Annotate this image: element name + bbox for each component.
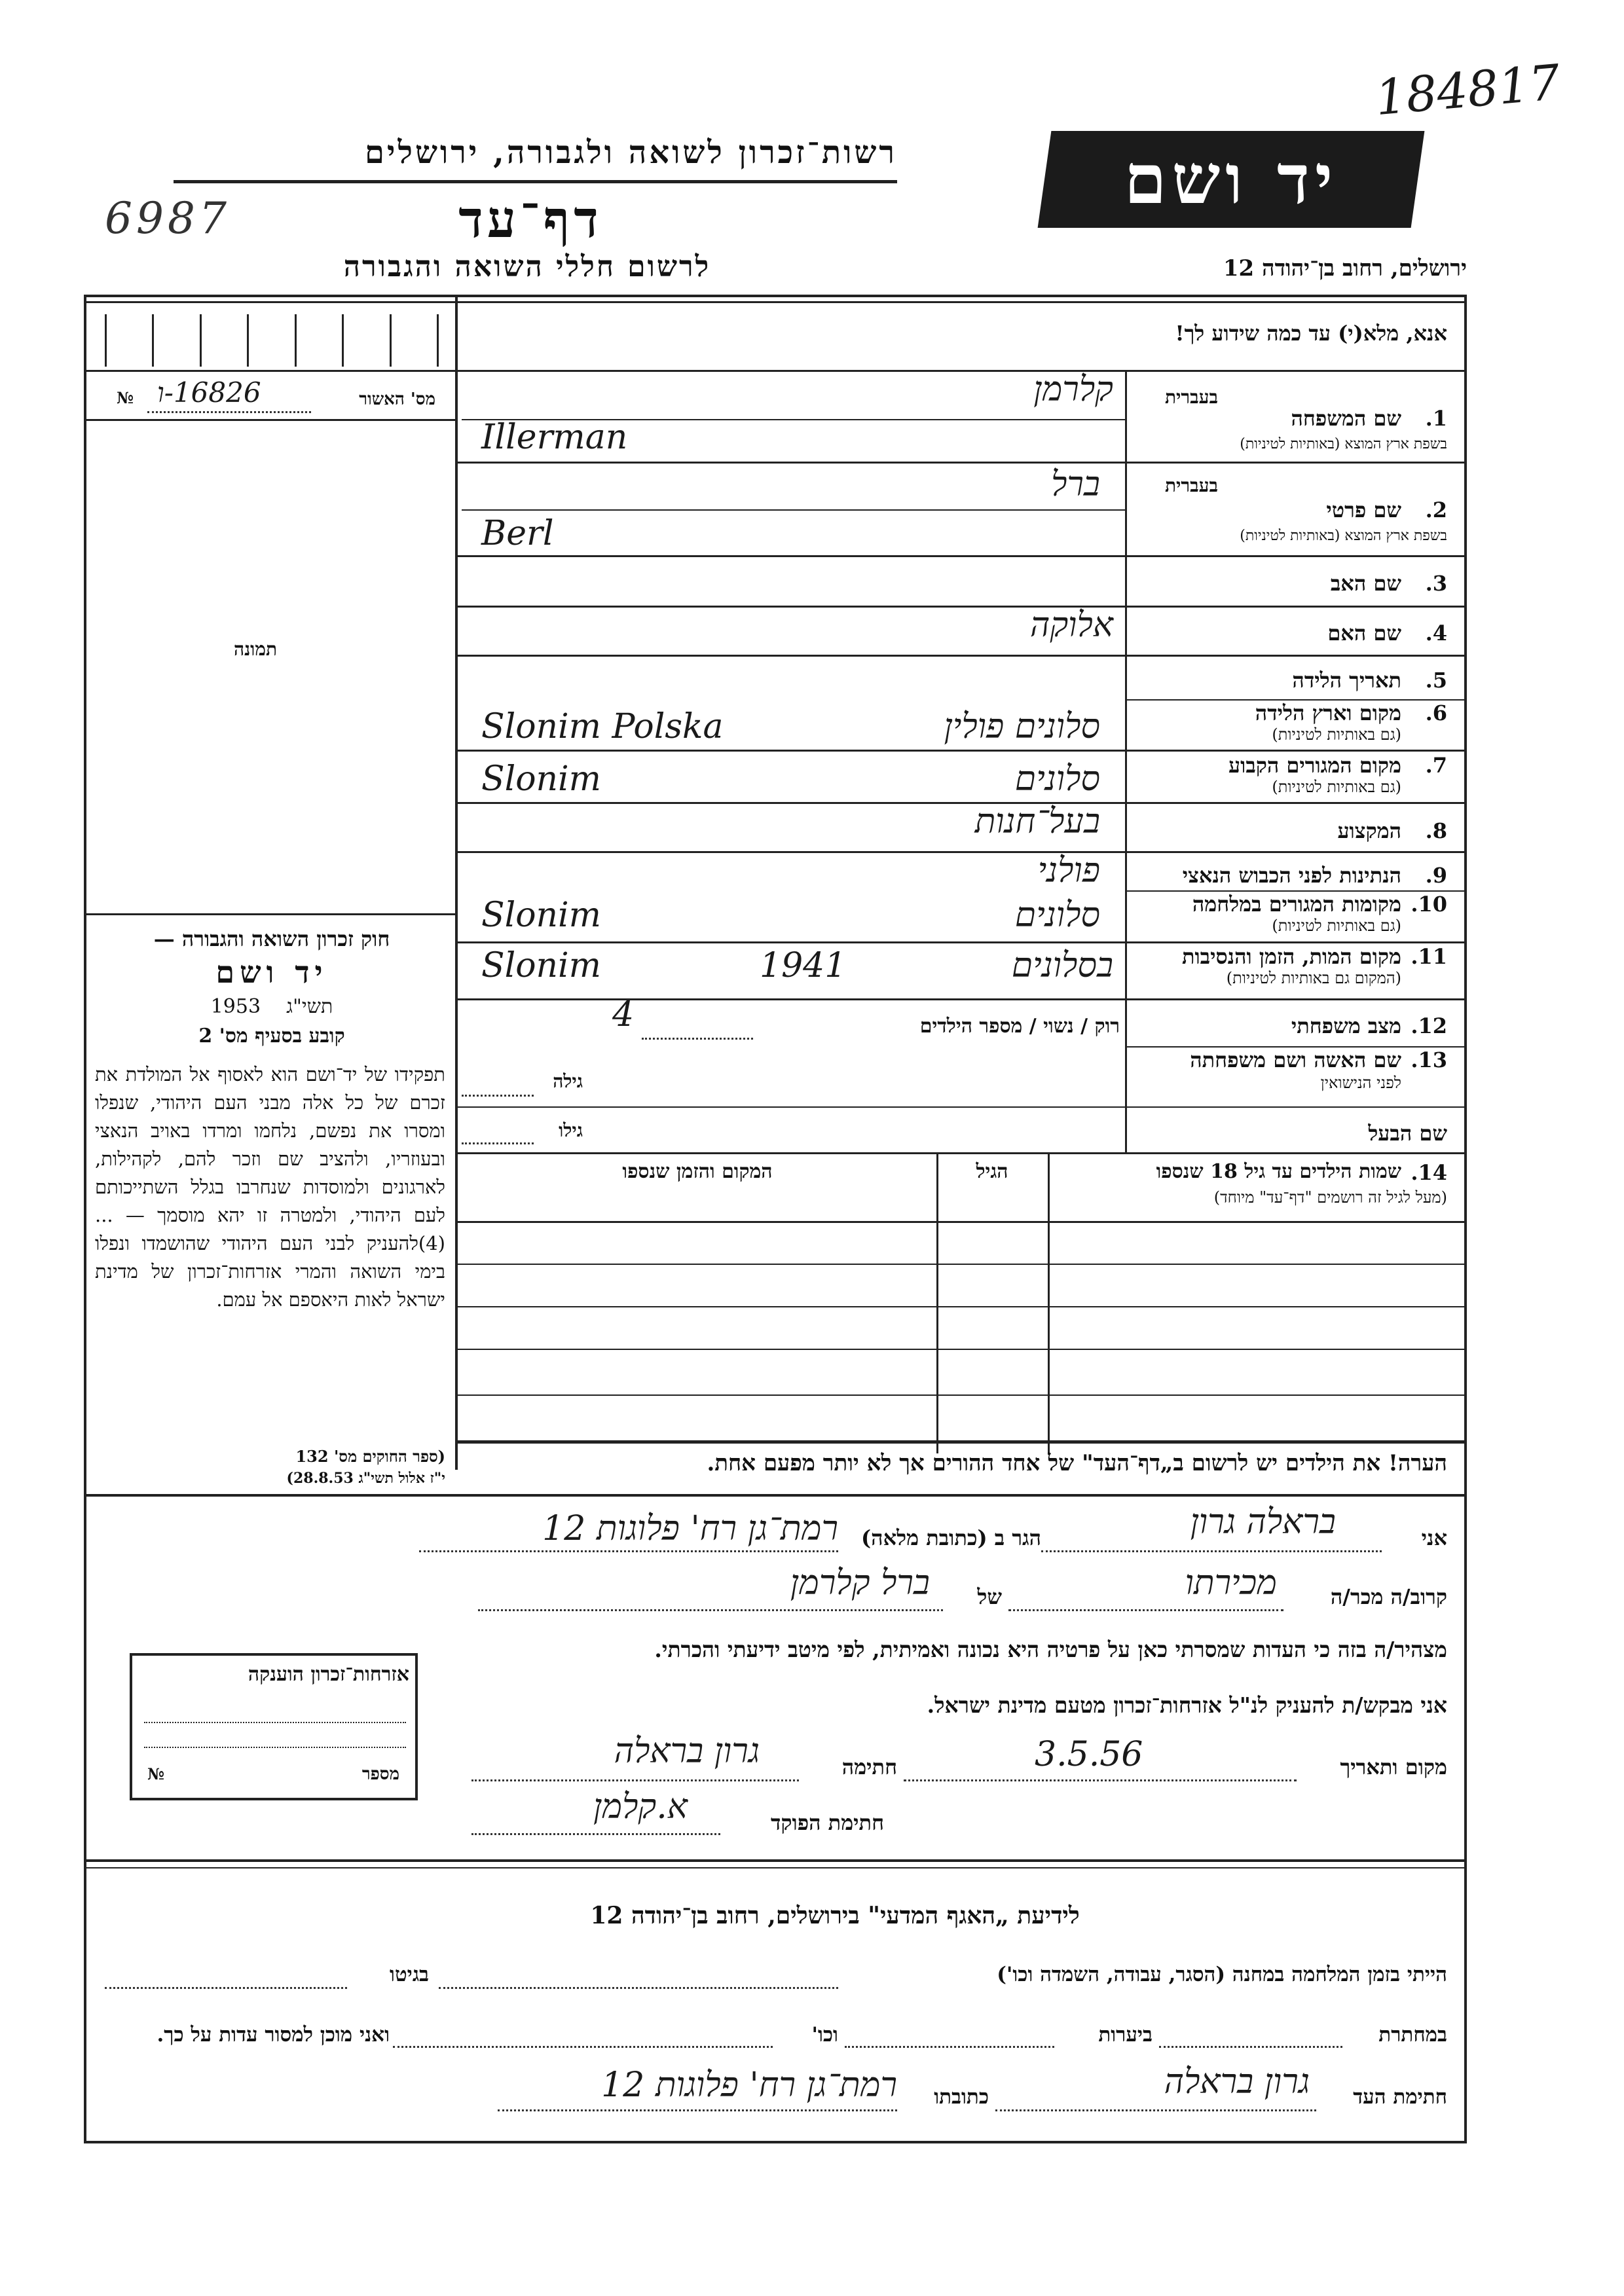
decl-of-name: ברל קלרמן bbox=[790, 1563, 930, 1603]
f2-origin-note: בשפת ארץ המוצא (באותיות לטיניות) bbox=[1240, 528, 1447, 544]
f4-value: אלוקה bbox=[1029, 606, 1113, 645]
f3-label: שם האב bbox=[1330, 571, 1401, 596]
law-body: תפקידו של יד־ושם הוא לאסוף אל המולדת את זכרם של כל אלה מבני העם היהודי, שנפלו ומסרו את נפשם, נלחמו ומרדו באויב הנאצי ובעוזריו, ולהציב שם וזכר להם, לקהילות, לארגונים ולמוסדות שנחרבו בגלל השתייכותם לעם היהודי, ולמטרה זו יהא מוסמך — ...(4)להעניק לבני העם היהודי שהושמדו ונפלו בימי השואה והמרי אזרחות־זכרון של מדינת ישראל לאות היאספם אל עמם. bbox=[95, 1063, 445, 1311]
approval-dots bbox=[147, 411, 311, 413]
decl-signature-label: חתימה bbox=[841, 1755, 897, 1779]
f11-label: מקום המות, הזמן והנסיבות bbox=[1181, 944, 1401, 969]
citizenship-number-label: מספר bbox=[361, 1764, 399, 1784]
authority-name: רשות־זכרון לשואה ולגבורה, ירושלים bbox=[364, 134, 897, 171]
table-row-1 bbox=[455, 1264, 1467, 1265]
bottom-witness-sig: גרון בראלה bbox=[1164, 2062, 1310, 2102]
f11-note: (המקום גם באותיות לטיניות) bbox=[1226, 969, 1401, 987]
f4-divider bbox=[455, 655, 1467, 657]
hebrew-tag-2: בעברית bbox=[1164, 475, 1218, 496]
f8-label: המקצוע bbox=[1337, 818, 1401, 843]
bottom-witness-sig-label: חתימת העד bbox=[1353, 2085, 1447, 2109]
decl-request: אני מבקש/ת להעניק לנ"ל אזרחות־זכרון מטעם מדינת ישראל. bbox=[927, 1692, 1447, 1718]
f4-label: שם האם bbox=[1327, 621, 1401, 646]
bottom-forests-dots bbox=[845, 2046, 1054, 2048]
f10-note: (גם באותיות לטיניות) bbox=[1272, 917, 1401, 935]
bottom-ghetto-dots bbox=[105, 1987, 347, 1989]
bottom-forests: ביערות bbox=[1098, 2023, 1153, 2047]
f2-latin-value: Berl bbox=[481, 514, 554, 553]
approval-label: מס' האשור bbox=[359, 390, 435, 409]
decl-officer-dots bbox=[471, 1833, 720, 1835]
decl-officer-signature: א.קלמן bbox=[593, 1787, 688, 1827]
f10-divider bbox=[455, 941, 1467, 943]
bottom-title: לידיעת „האגף המדעי" בירושלים, רחוב בן־יהודה 12 bbox=[590, 1902, 1080, 1929]
f12-options: רוק / נשוי / מספר הילדים bbox=[919, 1015, 1120, 1038]
bottom-address-label: כתובתו bbox=[934, 2085, 989, 2109]
left-column-border bbox=[455, 295, 458, 1470]
f1-hebrew-value: קלרמן bbox=[1033, 370, 1113, 409]
table-age-col-left bbox=[936, 1152, 938, 1453]
f12-label: מצב משפחתי bbox=[1291, 1013, 1401, 1038]
f5-label: תאריך הלידה bbox=[1292, 668, 1401, 693]
f2-divider bbox=[455, 555, 1467, 557]
f14-note: (מעל לגיל זה רושמים "דף־עד" מיוחד) bbox=[1213, 1188, 1447, 1207]
bottom-witness-sig-dots bbox=[995, 2109, 1316, 2111]
f1-label: שם המשפחה bbox=[1291, 406, 1401, 431]
citizenship-title: אזרחות־זכרון הוענקה bbox=[248, 1663, 409, 1686]
request-line: אנא, מלא(י) עד כמה שידוע לך! bbox=[1175, 321, 1447, 346]
decl-date-dots bbox=[904, 1779, 1297, 1781]
law-section: קובע בסעיף מס' 2 bbox=[198, 1025, 345, 1048]
husband-label: שם הבעל bbox=[1368, 1121, 1447, 1146]
frame-double-top bbox=[84, 301, 1467, 303]
f11-hebrew-value: בסלונים bbox=[1011, 946, 1113, 985]
f13-note: לפני הנישואין bbox=[1320, 1074, 1401, 1092]
decl-address-dots bbox=[419, 1550, 838, 1552]
f2-label: שם פרטי bbox=[1326, 498, 1401, 522]
f9-value: פולני bbox=[1037, 851, 1100, 890]
table-bottom bbox=[455, 1440, 1467, 1444]
approval-value: 16826-ו bbox=[157, 376, 261, 409]
note-divider bbox=[84, 1494, 1467, 1497]
citizenship-line-1 bbox=[144, 1722, 406, 1723]
decl-resides-label: הגר ב (כתובת מלאה) bbox=[861, 1525, 1041, 1550]
f1-divider bbox=[455, 462, 1467, 464]
note-text: הערה! את הילדים יש לרשום ב„דף־העד" של אחד ההורים אך לא יותר מפעם אחת. bbox=[707, 1450, 1447, 1476]
f3-num: 3. bbox=[1425, 571, 1447, 596]
table-age-col-right bbox=[1048, 1152, 1050, 1453]
archive-number: 184817 bbox=[1373, 54, 1562, 127]
husband-age-label: גילו bbox=[559, 1120, 583, 1141]
coding-boxes-bottom bbox=[84, 370, 455, 372]
law-year: 1953 bbox=[210, 995, 261, 1018]
logo-text: יד ושם bbox=[1124, 139, 1338, 219]
f7-note: (גם באותיות לטיניות) bbox=[1272, 778, 1401, 796]
f1-num: 1. bbox=[1425, 406, 1447, 431]
law-name: יד ושם bbox=[215, 955, 328, 990]
table-row-2 bbox=[455, 1306, 1467, 1307]
decl-i-label: אני bbox=[1421, 1525, 1447, 1550]
f7-latin-value: Slonim bbox=[481, 759, 601, 799]
decl-i-dots bbox=[1041, 1550, 1382, 1552]
law-box-top bbox=[84, 913, 455, 915]
f7-num: 7. bbox=[1425, 753, 1447, 778]
table-header-divider bbox=[455, 1221, 1467, 1223]
decl-of-dots bbox=[478, 1609, 943, 1611]
bottom-ready: ואני מוכן למסור עדות על כך. bbox=[157, 2023, 390, 2047]
decl-statement: מצהיר/ה בזה כי העדות שמסרתי כאן על פרטיה היא נכונה ואמיתית, לפי מיטב ידיעתי והכרתי. bbox=[654, 1637, 1447, 1662]
bottom-line1-dots bbox=[439, 1987, 838, 1989]
bottom-etc-dots bbox=[393, 2046, 773, 2048]
table-row-4 bbox=[455, 1394, 1467, 1396]
decl-of-label: של bbox=[977, 1584, 1002, 1609]
f13-age-label: גילה bbox=[553, 1070, 583, 1092]
f7-hebrew-value: סלונים bbox=[1014, 759, 1100, 799]
f14-label: שמות הילדים עד גיל 18 שנספו bbox=[1156, 1160, 1401, 1183]
bottom-section-divider-2 bbox=[84, 1867, 1467, 1868]
f6-divider bbox=[455, 750, 1467, 752]
f13-divider bbox=[455, 1106, 1467, 1108]
decl-address: רמת־גן רח' פלוגות 12 bbox=[542, 1509, 838, 1548]
f6-note: (גם באותיות לטיניות) bbox=[1272, 725, 1401, 744]
citizenship-line-2 bbox=[144, 1747, 406, 1748]
coding-boxes bbox=[105, 314, 439, 367]
f14-place-col: המקום והזמן שנספו bbox=[622, 1160, 773, 1183]
decl-relation-label: קרוב/ה מכר/ה bbox=[1330, 1584, 1447, 1609]
f12-num: 12. bbox=[1411, 1013, 1447, 1038]
f1-latin-value: Illerman bbox=[481, 418, 628, 457]
f13-num: 13. bbox=[1411, 1048, 1447, 1072]
decl-place-date-label: מקום ותאריך bbox=[1340, 1755, 1447, 1779]
f10-latin-value: Slonim bbox=[481, 896, 601, 935]
f14-age-col: הגיל bbox=[976, 1160, 1008, 1183]
husband-age-dots bbox=[462, 1142, 534, 1144]
f14-num: 14. bbox=[1411, 1160, 1447, 1185]
form-subtitle: לרשום חללי השואה והגבורה bbox=[343, 250, 711, 283]
yad-vashem-logo bbox=[1038, 131, 1425, 228]
approval-no-mark: № bbox=[117, 388, 134, 407]
bottom-line1: הייתי בזמן המלחמה במחנה (הסגר, עבודה, השמדה וכו') bbox=[997, 1963, 1447, 1986]
decl-relation: מכירתו bbox=[1185, 1563, 1277, 1603]
f9-label: הנתינות לפני הכבוש הנאצי bbox=[1182, 863, 1401, 888]
bottom-ghetto: בגיטו bbox=[390, 1963, 429, 1986]
table-row-3 bbox=[455, 1349, 1467, 1350]
f11-latin-value: Slonim bbox=[481, 946, 601, 985]
label-column-border bbox=[1125, 370, 1127, 1152]
husband-divider bbox=[455, 1152, 1467, 1154]
f6-label: מקום וארץ הלידה bbox=[1255, 701, 1401, 725]
f9-num: 9. bbox=[1425, 863, 1447, 888]
f10-label: מקומות המגורים במלחמה bbox=[1192, 892, 1401, 917]
hebrew-tag-1: בעברית bbox=[1164, 386, 1218, 408]
f6-latin-value: Slonim Polska bbox=[481, 707, 724, 746]
f4-num: 4. bbox=[1425, 621, 1447, 646]
decl-relation-dots bbox=[1008, 1609, 1283, 1611]
decl-signature: גרון בראלה bbox=[614, 1732, 760, 1771]
f10-hebrew-value: סלונים bbox=[1014, 896, 1100, 935]
form-title: דף־עד bbox=[458, 190, 602, 249]
f7-label: מקום המגורים הקבוע bbox=[1228, 753, 1401, 778]
f2-mid-line bbox=[462, 509, 1125, 511]
f10-num: 10. bbox=[1411, 892, 1447, 917]
decl-officer-label: חתימת הפוקד bbox=[771, 1810, 884, 1835]
f2-hebrew-value: ברל bbox=[1051, 465, 1100, 504]
approval-divider bbox=[84, 419, 455, 421]
bottom-partisans: במחתרת bbox=[1378, 2023, 1447, 2047]
f12-children-dots bbox=[642, 1038, 753, 1040]
bottom-address-dots bbox=[498, 2109, 897, 2111]
bottom-etc: וכו' bbox=[811, 2023, 838, 2047]
handwritten-number: 6987 bbox=[105, 193, 231, 244]
bottom-witness-address: רמת־גן רח' פלוגות 12 bbox=[601, 2066, 897, 2105]
authority-underline bbox=[174, 180, 897, 183]
f8-value: בעל־חנות bbox=[974, 802, 1100, 841]
f12-children-count: 4 bbox=[612, 995, 635, 1034]
law-year-heb: תשי"ג bbox=[286, 995, 333, 1018]
decl-signature-dots bbox=[471, 1779, 799, 1781]
law-year-line bbox=[98, 995, 445, 1018]
law-source: (ספר החוקים מס' 132 bbox=[295, 1447, 445, 1466]
f13-label: שם האשה ושם משפחתה bbox=[1190, 1048, 1401, 1072]
f1-origin-note: בשפת ארץ המוצא (באותיות לטיניות) bbox=[1240, 436, 1447, 452]
f8-num: 8. bbox=[1425, 818, 1447, 843]
f11-year: 1941 bbox=[760, 946, 847, 985]
f11-num: 11. bbox=[1411, 944, 1447, 969]
decl-i-name: בראלה גרון bbox=[1190, 1503, 1336, 1542]
bottom-section-divider bbox=[84, 1859, 1467, 1862]
f6-num: 6. bbox=[1425, 701, 1447, 725]
bottom-partisans-dots bbox=[1159, 2046, 1342, 2048]
f6-hebrew-value: סלונים פולין bbox=[944, 707, 1100, 746]
citizenship-no-mark: № bbox=[147, 1764, 165, 1783]
f5-num: 5. bbox=[1425, 668, 1447, 693]
law-title: חוק זכרון השואה והגבורה — bbox=[153, 926, 390, 951]
f11-divider bbox=[455, 998, 1467, 1000]
f13-age-dots bbox=[462, 1095, 534, 1097]
law-source-date: י"ז אלול תשי"ג 28.8.53) bbox=[286, 1470, 445, 1487]
f2-num: 2. bbox=[1425, 498, 1447, 522]
photo-label: תמונה bbox=[233, 638, 278, 660]
decl-date: 3.5.56 bbox=[1035, 1735, 1143, 1774]
address: ירושלים, רחוב בן־יהודה 12 bbox=[1223, 255, 1467, 282]
